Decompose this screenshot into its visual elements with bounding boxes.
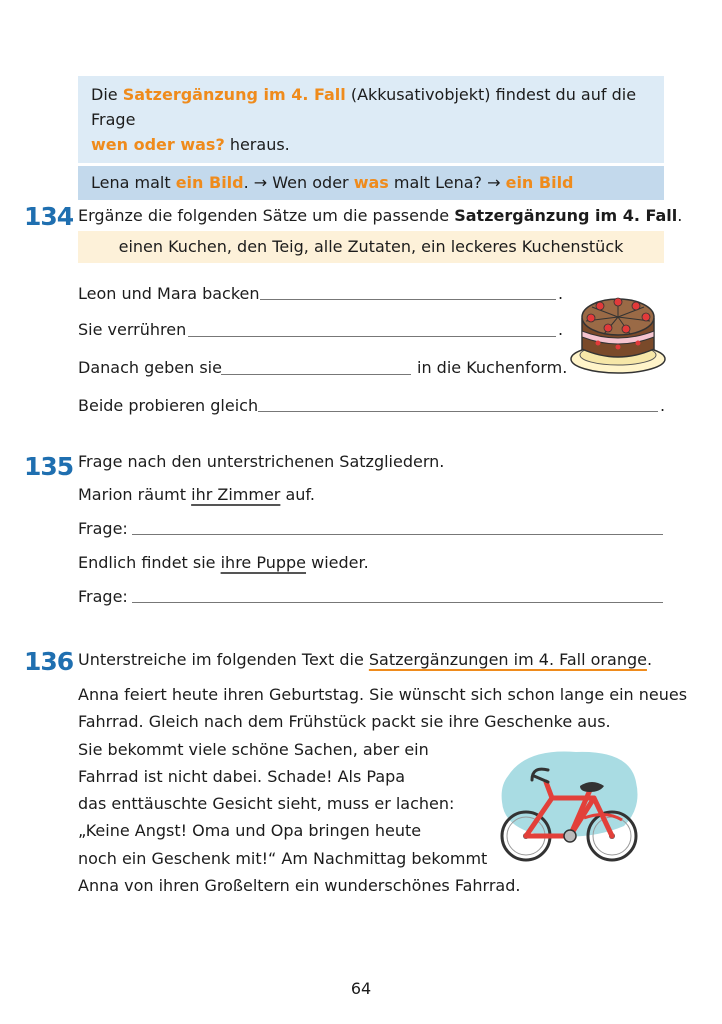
sentence-part: auf. [280, 485, 315, 504]
instruction-part: Ergänze die folgenden Sätze um die passende [78, 206, 455, 225]
instruction-underlined: Satzergänzungen im 4. Fall orange [368, 650, 647, 669]
sentence-4: Beide probieren gleich [78, 396, 259, 415]
rule-infobox [78, 76, 664, 200]
story-line[interactable]: Fahrrad. Gleich nach dem Frühstück packt sie ihre Geschenke aus. [78, 712, 611, 732]
example-part: . → Wen oder [243, 173, 354, 192]
sentence-4-period: . [660, 396, 666, 415]
instruction-part: Unterstreiche im folgenden Text die [78, 650, 369, 669]
example-part: Lena malt [91, 173, 176, 192]
question-blank-1[interactable] [132, 534, 663, 535]
question-label-1: Frage: [78, 519, 128, 538]
story-line[interactable]: Anna feiert heute ihren Geburtstag. Sie wünscht sich schon lange ein neues [78, 685, 688, 704]
sentence-marion [78, 485, 315, 504]
story-line[interactable]: das enttäuschte Gesicht sieht, muss er lachen: [78, 794, 455, 814]
sentence-2: Sie verrühren [78, 320, 187, 339]
rule-highlight-question: wen oder was? [91, 135, 225, 154]
rule-text-part: heraus. [224, 135, 290, 154]
example-highlight: ein Bild [175, 173, 244, 192]
page-number: 64 [350, 979, 372, 998]
instruction-part: . [677, 206, 683, 225]
sentence-3-start: Danach geben sie [78, 358, 222, 377]
question-label-2: Frage: [78, 587, 128, 606]
exercise-134-instruction [78, 206, 682, 225]
cake-illustration [568, 283, 668, 378]
rule-text-part: Die [91, 85, 123, 104]
instruction-part: . [646, 650, 653, 669]
answer-blank-4[interactable] [258, 411, 658, 412]
exercise-number-135: 135 [24, 452, 74, 481]
rule-text-part: (Akkusativobjekt) findest du auf die Frage [91, 85, 637, 129]
sentence-1-period: . [558, 284, 564, 303]
sentence-part: Marion räumt [78, 485, 192, 504]
answer-blank-1[interactable] [260, 299, 556, 300]
sentence-1: Leon und Mara backen [78, 284, 260, 303]
sentence-part: wieder. [306, 553, 369, 572]
rule-highlight-term: Satzergänzung im 4. Fall [122, 85, 346, 104]
exercise-number-134: 134 [24, 202, 74, 231]
story-line[interactable]: Anna von ihren Großeltern ein wunderschönes Fahrrad. [78, 876, 521, 896]
question-blank-2[interactable] [132, 602, 663, 603]
underlined-phrase: ihre Puppe [220, 553, 307, 572]
rule-example [78, 166, 664, 200]
answer-blank-2[interactable] [188, 336, 556, 337]
example-highlight: ein Bild [505, 173, 574, 192]
story-line[interactable]: noch ein Geschenk mit!“ Am Nachmittag bekommt [78, 848, 488, 868]
underlined-phrase: ihr Zimmer [191, 485, 281, 504]
example-highlight: was [353, 173, 389, 192]
bicycle-illustration [496, 746, 642, 866]
exercise-135-instruction: Frage nach den unterstrichenen Satzgliedern. [78, 452, 445, 471]
example-part: malt Lena? → [388, 173, 506, 192]
instruction-bold: Satzergänzung im 4. Fall [454, 206, 678, 225]
word-box: einen Kuchen, den Teig, alle Zutaten, ein leckeres Kuchenstück [78, 231, 664, 263]
exercise-number-136: 136 [24, 647, 74, 676]
rule-text [78, 76, 664, 163]
sentence-2-period: . [558, 320, 564, 339]
sentence-part: Endlich findet sie [78, 553, 221, 572]
story-line[interactable]: Fahrrad ist nicht dabei. Schade! Als Papa [78, 766, 406, 786]
sentence-puppe [78, 553, 369, 572]
story-line[interactable]: Sie bekommt viele schöne Sachen, aber ein [78, 739, 429, 759]
story-line[interactable]: „Keine Angst! Oma und Opa bringen heute [78, 821, 422, 841]
sentence-3-end: in die Kuchenform. [417, 358, 568, 377]
answer-blank-3[interactable] [221, 374, 411, 375]
exercise-136-instruction [78, 650, 652, 669]
